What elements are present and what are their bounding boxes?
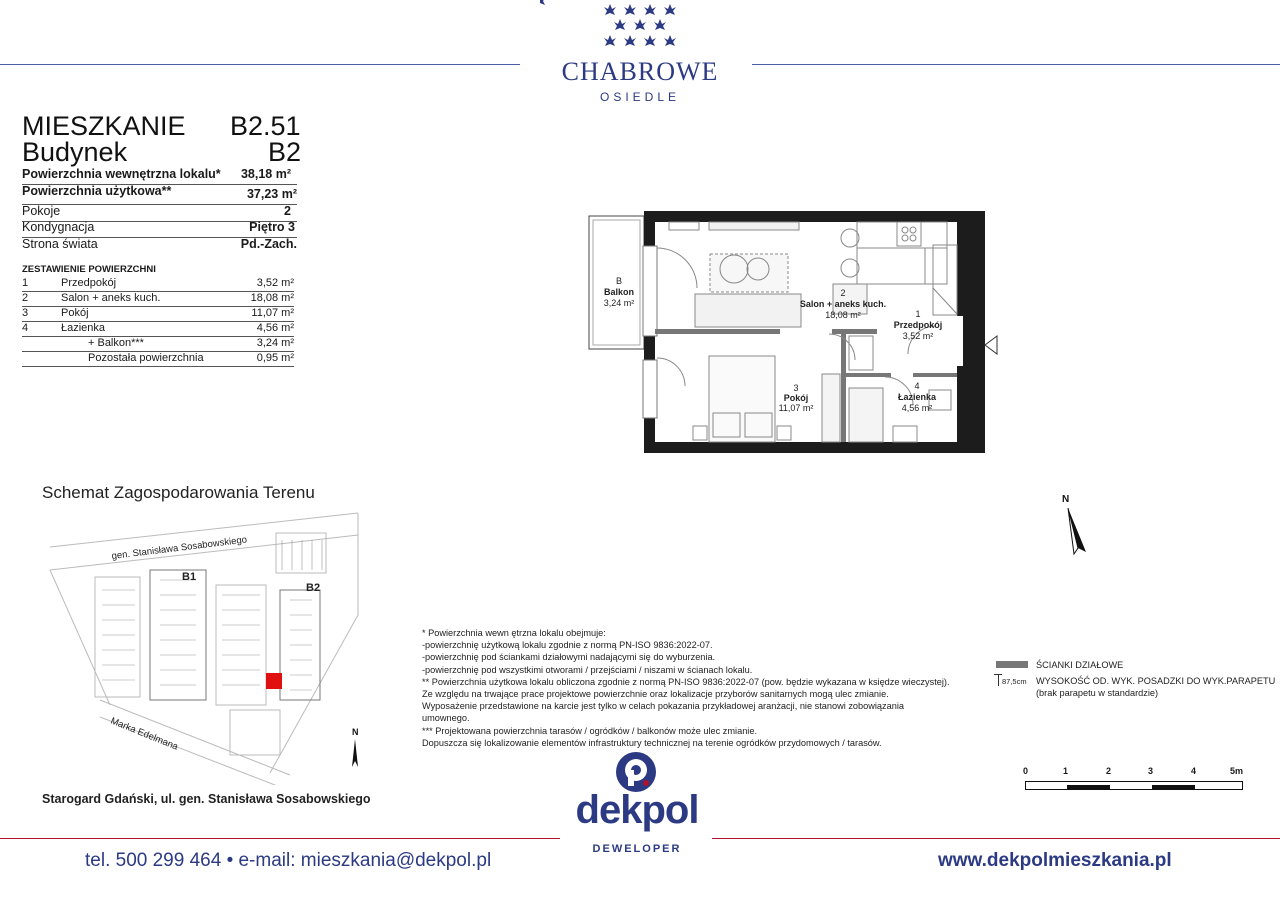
legend-sill-mark: 87,5cm [1002,677,1027,686]
apartment-label: MIESZKANIE [22,111,186,141]
detail-usable-area: Powierzchnia użytkowa** 37,23 m² [22,184,297,205]
footer-rule-right [712,838,1280,839]
north-label: N [1062,494,1070,505]
scale-tick: 5m [1230,766,1244,776]
header-rule-right [752,64,1280,65]
apartment-number: B2.51 [230,111,301,141]
header-rule-left [0,64,520,65]
site-north-label: N [352,727,359,737]
area-row: 4 Łazienka 4,56 m² [22,322,294,337]
note-line: Ze względu na trwające prace projektowe powierzchnie oraz lokalizacje przyborów sanitarnych mogą ulec zmianie. [422,689,889,700]
bath-id: 4 [914,381,920,391]
apartment-location-marker [266,673,282,689]
note-line: *** Projektowana powierzchnia tarasów / ogródków / balkonów może ulec zmianie. [422,725,758,736]
north-arrow-icon [1052,492,1092,562]
scale-bar [1025,766,1245,796]
scale-segment [1152,785,1195,789]
hall-area: 3,52 m² [902,331,934,341]
bath-name: Łazienka [897,392,937,402]
site-plan [40,505,370,785]
hall-name: Przedpokój [893,320,943,330]
detail-orientation: Strona świata Pd.-Zach. [22,237,297,251]
room-id: 3 [793,383,799,393]
scale-tick: 0 [1023,766,1029,776]
building-number: B2 [268,137,302,167]
note-line: umownego. [422,713,470,724]
footer-website-link[interactable]: www.dekpolmieszkania.pl [938,850,1172,871]
balcony-area: 3,24 m² [603,298,635,308]
legend-walls-swatch [996,661,1028,668]
building-b2-label: B2 [306,582,321,594]
area-row: 2 Salon + aneks kuch. 18,08 m² [22,292,294,307]
area-row: 1 Przedpokój 3,52 m² [22,277,294,292]
brand-name: CHABROWE [561,57,719,86]
note-line: Wyposażenie przedstawione na karcie jest tylko w celach pokazania przykładowej aranżacji, nie stanowi zobowiązania [422,701,905,712]
note-line: ** Powierzchnia użytkowa lokalu obliczona zgodnie z normą PN-ISO 9836:2022-07 (pow. będzie wykazana w księdze wieczystej). [422,676,950,687]
legend-sill-label: WYSOKOŚĆ OD. WYK. POSADZKI DO WYK.PARAPETU [1036,676,1276,686]
area-row: 3 Pokój 11,07 m² [22,307,294,322]
cornflower-emblem-icon [540,0,740,56]
building-b1-label: B1 [182,571,197,583]
detail-rooms: Pokoje 2 [22,204,297,222]
room-name: Pokój [783,393,809,403]
street-sosabowskiego: gen. Stanisława Sosabowskiego [111,534,248,562]
balcony-name: Balkon [603,287,635,297]
developer-name: dekpol [575,788,699,832]
scale-tick: 1 [1063,766,1069,776]
scale-track [1025,781,1243,790]
balcony-id: B [615,276,623,286]
site-plan-title: Schemat Zagospodarowania Terenu [42,483,315,502]
scale-tick: 4 [1191,766,1197,776]
areas-title: ZESTAWIENIE POWIERZCHNI [22,264,156,275]
site-north-arrow-icon [352,739,358,767]
scale-tick: 2 [1106,766,1112,776]
footer-contact[interactable]: tel. 500 299 464 • e-mail: mieszkania@dekpol.pl [85,850,492,871]
legend-sill-note: (brak parapetu w standardzie) [1036,688,1159,698]
brand-logo [540,0,740,104]
note-line: -powierzchnię użytkową lokalu zgodnie z normą PN-ISO 9836:2022-07. [422,640,713,651]
brand-subtitle: OSIEDLE [599,90,681,104]
scale-segment [1067,785,1110,789]
area-row: + Balkon*** 3,24 m² [22,337,294,352]
hall-id: 1 [915,309,921,319]
scale-tick: 3 [1148,766,1154,776]
developer-sub: DEWELOPER [592,843,682,855]
bath-area: 4,56 m² [901,403,933,413]
street-edelmana: Marka Edelmana [108,715,180,753]
detail-internal-area: Powierzchnia wewnętrzna lokalu* 38,18 m² [22,167,297,185]
footer-rule-left [0,838,560,839]
living-area: 18,08 m² [825,310,861,320]
floor-plan [585,208,1005,458]
site-address: Starogard Gdański, ul. gen. Stanisława Sosabowskiego [42,792,371,806]
area-row: Pozostała powierzchnia 0,95 m² [22,352,294,367]
detail-floor: Kondygnacja Piętro 3 [22,220,297,238]
room-area: 11,07 m² [778,403,814,413]
sill-height-icon [998,674,999,686]
sill-height-cap [994,674,1002,675]
living-name: Salon + aneks kuch. [799,299,887,309]
note-line: -powierzchnię pod wszystkimi otworami / przejściami / niszami w ścianach lokalu. [422,664,753,675]
living-id: 2 [840,288,846,298]
legend-walls-label: ŚCIANKI DZIAŁOWE [1036,660,1124,670]
legal-notes [422,627,992,749]
note-line: * Powierzchnia wewn ętrzna lokalu obejmuje: [422,628,606,638]
building-label: Budynek [22,137,128,167]
note-line: -powierzchnię pod ściankami działowymi nadającymi się do wyburzenia. [422,652,716,663]
note-line: Dopuszcza się lokalizowanie elementów infrastruktury technicznej na terenie ogródków przydomowych / tarasów. [422,737,882,748]
